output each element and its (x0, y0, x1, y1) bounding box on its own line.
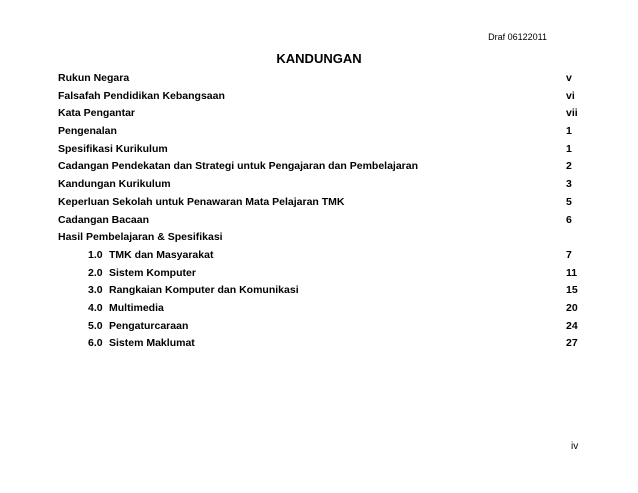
toc-entry-label: Falsafah Pendidikan Kebangsaan (58, 89, 225, 102)
toc-subentry-page: 27 (566, 337, 578, 350)
toc-entry-page: 1 (566, 142, 572, 155)
toc-subentry (58, 318, 578, 336)
toc-entry (58, 88, 578, 106)
toc-subentry (58, 265, 578, 283)
toc-subentry-number: 6.0 (88, 337, 103, 350)
toc-entry (58, 176, 578, 194)
toc-entry-page: 2 (566, 160, 572, 173)
toc-entry-label: Kandungan Kurikulum (58, 178, 171, 191)
toc-subentry-page: 24 (566, 319, 578, 332)
toc-entry (58, 105, 578, 123)
table-of-contents (58, 70, 578, 353)
toc-entry-page: vi (566, 89, 575, 102)
toc-entry (58, 141, 578, 159)
toc-entry (58, 212, 578, 230)
toc-entry-page: v (566, 72, 572, 84)
toc-subentry-number: 3.0 (88, 284, 103, 297)
toc-subentry-number: 4.0 (88, 301, 103, 314)
toc-entry-page: 1 (566, 125, 572, 138)
page-title: KANDUNGAN (276, 51, 362, 66)
toc-subentry-number: 2.0 (88, 266, 103, 279)
toc-subentry (58, 282, 578, 300)
toc-subentry (58, 335, 578, 353)
toc-subentry (58, 300, 578, 318)
toc-entry-label: Spesifikasi Kurikulum (58, 142, 168, 155)
toc-entry-label: Cadangan Pendekatan dan Strategi untuk Pengajaran dan Pembelajaran (58, 160, 419, 173)
toc-entry-label: Cadangan Bacaan (58, 213, 150, 226)
toc-subentry-number: 5.0 (88, 319, 103, 332)
toc-entry-page: 6 (566, 213, 572, 226)
toc-entry-page: 3 (566, 178, 572, 191)
toc-subentry (58, 247, 578, 265)
toc-entry-label: Rukun Negara (58, 72, 130, 84)
toc-subentry-label: Rangkaian Komputer dan Komunikasi (109, 284, 299, 297)
toc-subentry-label: Sistem Maklumat (109, 337, 195, 350)
draft-label: Draf 06122011 (488, 32, 547, 42)
toc-entry (58, 194, 578, 212)
toc-section-heading (58, 229, 578, 247)
toc-subentry-page: 7 (566, 248, 572, 261)
toc-entry (58, 70, 578, 88)
toc-subentry-page: 20 (566, 301, 578, 314)
toc-entry (58, 158, 578, 176)
toc-subentry-number: 1.0 (88, 248, 103, 261)
toc-entry-label: Keperluan Sekolah untuk Penawaran Mata Pelajaran TMK (58, 195, 345, 208)
toc-subentry-page: 11 (566, 266, 578, 279)
toc-subentry-page: 15 (566, 284, 578, 297)
toc-subentry-label: Pengaturcaraan (109, 319, 189, 332)
toc-subentry-label: TMK dan Masyarakat (109, 248, 214, 261)
toc-entry-label: Pengenalan (58, 125, 117, 138)
toc-entry-label: Hasil Pembelajaran & Spesifikasi (58, 231, 223, 244)
page-number: iv (571, 441, 579, 452)
toc-entry-page: vii (566, 107, 578, 120)
toc-subentry-label: Sistem Komputer (109, 266, 196, 279)
toc-subentry-label: Multimedia (109, 301, 164, 314)
toc-entry-page: 5 (566, 195, 572, 208)
toc-entry-label: Kata Pengantar (58, 107, 136, 120)
toc-entry (58, 123, 578, 141)
